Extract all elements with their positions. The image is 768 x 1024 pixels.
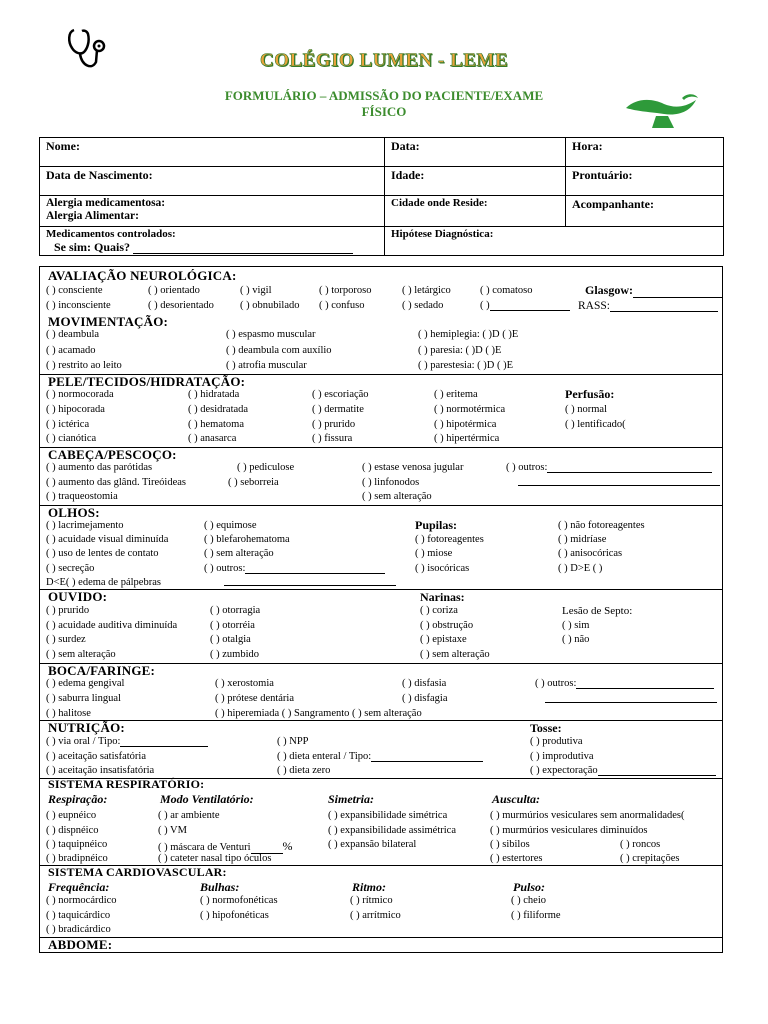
- exam-form: [39, 266, 723, 953]
- pele-option[interactable]: ( ) prurido: [312, 419, 356, 430]
- narinas-option[interactable]: ( ) sem alteração: [420, 649, 490, 660]
- resp-option[interactable]: ( ) taquipnéico: [46, 839, 108, 850]
- tosse-option[interactable]: ( ) produtiva: [530, 736, 583, 747]
- expectoracao-field[interactable]: ( ) expectoração: [530, 765, 716, 776]
- ouvido-option[interactable]: ( ) acuidade auditiva diminuída: [46, 620, 178, 631]
- ausculta-label: Ausculta:: [492, 792, 541, 806]
- cabeca-option[interactable]: ( ) seborreia: [228, 477, 279, 488]
- cabeca-option[interactable]: ( ) linfonodos: [362, 477, 420, 488]
- nutricao-option[interactable]: ( ) aceitação insatisfatória: [46, 765, 155, 776]
- lamp-logo-icon: [622, 90, 702, 132]
- mov-option[interactable]: ( ) deambula: [46, 329, 100, 340]
- cardio-option[interactable]: ( ) taquicárdico: [46, 910, 111, 921]
- section-boca: BOCA/FARINGE:: [48, 663, 156, 678]
- cabeca-option[interactable]: ( ) aumento das glând. Tireóideas: [46, 477, 186, 488]
- olhos-option[interactable]: ( ) equimose: [204, 520, 257, 531]
- narinas-option[interactable]: ( ) epistaxe: [420, 634, 467, 645]
- nutricao-enteral-field[interactable]: ( ) dieta enteral / Tipo:: [277, 751, 483, 762]
- ouvido-option[interactable]: ( ) surdez: [46, 634, 86, 645]
- mov-option[interactable]: ( ) hemiplegia: ( )D ( )E: [418, 329, 519, 340]
- neuro-option[interactable]: ( ) vigil: [240, 285, 272, 296]
- boca-option[interactable]: ( ) xerostomia: [215, 678, 274, 689]
- resp-option[interactable]: ( ) bradipnéico: [46, 853, 108, 864]
- pele-option[interactable]: ( ) hidratada: [188, 389, 240, 400]
- section-cabeca: CABEÇA/PESCOÇO:: [48, 447, 177, 462]
- frequencia-label: Frequência:: [48, 880, 110, 894]
- pupilas-option[interactable]: ( ) D>E ( ): [558, 563, 603, 574]
- ouvido-option[interactable]: ( ) otalgia: [210, 634, 251, 645]
- bulhas-label: Bulhas:: [200, 880, 240, 894]
- tosse-label: Tosse:: [530, 721, 562, 735]
- ouvido-option[interactable]: ( ) sem alteração: [46, 649, 116, 660]
- section-ouvido: OUVIDO:: [48, 589, 108, 604]
- pele-option[interactable]: ( ) anasarca: [188, 433, 237, 444]
- neuro-option[interactable]: ( ) desorientado: [148, 300, 214, 311]
- boca-option[interactable]: ( ) hiperemiada ( ) Sangramento ( ) sem alteração: [215, 708, 422, 719]
- nutricao-via-oral-field[interactable]: ( ) via oral / Tipo:: [46, 736, 208, 747]
- olhos-outros-line[interactable]: [224, 575, 396, 586]
- ausculta-option[interactable]: ( ) crepitações: [620, 853, 680, 864]
- respiracao-label: Respiração:: [48, 792, 108, 806]
- pupilas-option[interactable]: ( ) miose: [415, 548, 453, 559]
- pulso-label: Pulso:: [513, 880, 546, 894]
- pele-option[interactable]: ( ) normocorada: [46, 389, 114, 400]
- olhos-option[interactable]: ( ) lacrimejamento: [46, 520, 124, 531]
- neuro-option[interactable]: ( ) torporoso: [319, 285, 372, 296]
- ouvido-option[interactable]: ( ) prurido: [46, 605, 90, 616]
- olhos-option[interactable]: ( ) uso de lentes de contato: [46, 548, 159, 559]
- modo-option[interactable]: ( ) cateter nasal tipo óculos: [158, 853, 272, 864]
- cabeca-option[interactable]: ( ) traqueostomia: [46, 491, 118, 502]
- cardio-option[interactable]: ( ) normocárdico: [46, 895, 117, 906]
- septo-label: Lesão de Septo:: [562, 605, 633, 617]
- boca-option[interactable]: ( ) disfagia: [402, 693, 448, 704]
- nutricao-option[interactable]: ( ) dieta zero: [277, 765, 331, 776]
- simetria-option[interactable]: ( ) expansibilidade simétrica: [328, 810, 448, 821]
- nutricao-option[interactable]: ( ) NPP: [277, 736, 309, 747]
- olhos-option[interactable]: ( ) blefarohematoma: [204, 534, 290, 545]
- pulso-option[interactable]: ( ) filiforme: [511, 910, 561, 921]
- olhos-option[interactable]: ( ) acuidade visual diminuída: [46, 534, 169, 545]
- bulhas-option[interactable]: ( ) normofonéticas: [200, 895, 278, 906]
- modo-ventilatorio-label: Modo Ventilatório:: [160, 792, 254, 806]
- boca-option[interactable]: ( ) halitose: [46, 708, 91, 719]
- pele-option[interactable]: ( ) hematoma: [188, 419, 244, 430]
- boca-outros-field[interactable]: ( ) outros:: [535, 678, 714, 689]
- pupilas-option[interactable]: ( ) não fotoreagentes: [558, 520, 645, 531]
- simetria-option[interactable]: ( ) expansão bilateral: [328, 839, 417, 850]
- boca-outros-line[interactable]: [545, 692, 717, 703]
- resp-option[interactable]: ( ) eupnéico: [46, 810, 97, 821]
- mov-option[interactable]: ( ) restrito ao leito: [46, 360, 122, 371]
- boca-option[interactable]: ( ) saburra lingual: [46, 693, 121, 704]
- cabeca-option[interactable]: ( ) sem alteração: [362, 491, 432, 502]
- section-respiratorio: SISTEMA RESPIRATÓRIO:: [48, 777, 205, 791]
- ouvido-option[interactable]: ( ) otorragia: [210, 605, 261, 616]
- pupilas-option[interactable]: ( ) fotoreagentes: [415, 534, 484, 545]
- neuro-option[interactable]: ( ) consciente: [46, 285, 103, 296]
- medication-field[interactable]: Medicamentos controlados: Se sim: Quais?: [40, 227, 385, 256]
- neuro-option[interactable]: ( ) inconsciente: [46, 300, 111, 311]
- ritmo-option[interactable]: ( ) arrítmico: [350, 910, 401, 921]
- neuro-other-option[interactable]: ( ): [480, 300, 570, 311]
- mov-option[interactable]: ( ) parestesia: ( )D ( )E: [418, 360, 514, 371]
- narinas-option[interactable]: ( ) obstrução: [420, 620, 474, 631]
- perfusao-label: Perfusão:: [565, 387, 615, 401]
- pele-option[interactable]: ( ) dermatite: [312, 404, 364, 415]
- neuro-option[interactable]: ( ) sedado: [402, 300, 444, 311]
- record-number-field[interactable]: Prontuário:: [566, 167, 724, 196]
- pupilas-option[interactable]: ( ) midríase: [558, 534, 607, 545]
- section-nutricao: NUTRIÇÃO:: [48, 720, 125, 735]
- cabeca-outros-line[interactable]: [518, 475, 720, 486]
- school-name: COLÉGIO LUMEN - LEME: [259, 50, 509, 71]
- name-field[interactable]: Nome:: [40, 138, 385, 167]
- pele-option[interactable]: ( ) hipotérmica: [434, 419, 497, 430]
- neuro-option[interactable]: ( ) letárgico: [402, 285, 451, 296]
- pele-option[interactable]: ( ) hipertérmica: [434, 433, 500, 444]
- resp-option[interactable]: ( ) dispnéico: [46, 825, 99, 836]
- simetria-option[interactable]: ( ) expansibilidade assimétrica: [328, 825, 456, 836]
- rass-field[interactable]: RASS:: [578, 300, 718, 312]
- pele-option[interactable]: ( ) fissura: [312, 433, 353, 444]
- allergy-field[interactable]: Alergia medicamentosa: Alergia Alimentar:: [40, 196, 385, 227]
- section-olhos: OLHOS:: [48, 505, 100, 520]
- date-field[interactable]: Data:: [385, 138, 566, 167]
- birthdate-field[interactable]: Data de Nascimento:: [40, 167, 385, 196]
- mov-option[interactable]: ( ) acamado: [46, 345, 96, 356]
- ouvido-option[interactable]: ( ) zumbido: [210, 649, 259, 660]
- neuro-option[interactable]: ( ) confuso: [319, 300, 365, 311]
- cabeca-outros-field[interactable]: ( ) outros:: [506, 462, 712, 473]
- bulhas-option[interactable]: ( ) hipofonéticas: [200, 910, 269, 921]
- simetria-label: Simetria:: [328, 792, 375, 806]
- olhos-option[interactable]: ( ) sem alteração: [204, 548, 274, 559]
- mov-option[interactable]: ( ) atrofia muscular: [226, 360, 307, 371]
- olhos-option[interactable]: ( ) secreção: [46, 563, 95, 574]
- boca-option[interactable]: ( ) disfasia: [402, 678, 447, 689]
- pele-option[interactable]: ( ) cianótica: [46, 433, 97, 444]
- section-movimentacao: MOVIMENTAÇÃO:: [48, 314, 169, 329]
- venturi-field[interactable]: ( ) máscara de Venturi %: [158, 839, 293, 853]
- city-field[interactable]: Cidade onde Reside:: [385, 196, 566, 227]
- section-cardio: SISTEMA CARDIOVASCULAR:: [48, 865, 227, 879]
- neuro-option[interactable]: ( ) obnubilado: [240, 300, 300, 311]
- mov-option[interactable]: ( ) paresia: ( )D ( )E: [418, 345, 502, 356]
- patient-info-table: [39, 137, 724, 256]
- septo-option[interactable]: ( ) sim: [562, 620, 590, 631]
- narinas-option[interactable]: ( ) coriza: [420, 605, 458, 616]
- pele-option[interactable]: ( ) ictérica: [46, 419, 90, 430]
- diagnosis-field[interactable]: Hipótese Diagnóstica:: [385, 227, 724, 256]
- cabeca-option[interactable]: ( ) pediculose: [237, 462, 295, 473]
- pele-option[interactable]: ( ) desidratada: [188, 404, 249, 415]
- ritmo-label: Ritmo:: [352, 880, 387, 894]
- cabeca-option[interactable]: ( ) estase venosa jugular: [362, 462, 464, 473]
- pele-option[interactable]: ( ) eritema: [434, 389, 478, 400]
- cabeca-option[interactable]: ( ) aumento das parótidas: [46, 462, 153, 473]
- time-field[interactable]: Hora:: [566, 138, 724, 167]
- age-field[interactable]: Idade:: [385, 167, 566, 196]
- modo-option[interactable]: ( ) ar ambiente: [158, 810, 220, 821]
- form-title-line1: FORMULÁRIO – ADMISSÃO DO PACIENTE/EXAME: [224, 88, 544, 103]
- ausculta-option[interactable]: ( ) sibilos: [490, 839, 530, 850]
- form-title-line2: FÍSICO: [361, 104, 407, 119]
- companion-field[interactable]: Acompanhante:: [566, 196, 724, 227]
- olhos-option[interactable]: D<E( ) edema de pálpebras: [46, 577, 161, 588]
- pupilas-option[interactable]: ( ) anisocóricas: [558, 548, 623, 559]
- section-neuro: AVALIAÇÃO NEUROLÓGICA:: [48, 268, 237, 283]
- glasgow-field[interactable]: Glasgow:: [585, 283, 723, 298]
- ausculta-option[interactable]: ( ) estertores: [490, 853, 543, 864]
- neuro-option[interactable]: ( ) orientado: [148, 285, 200, 296]
- mov-option[interactable]: ( ) espasmo muscular: [226, 329, 316, 340]
- septo-option[interactable]: ( ) não: [562, 634, 590, 645]
- ausculta-option[interactable]: ( ) murmúrios vesiculares sem anormalidades(: [490, 810, 685, 821]
- boca-option[interactable]: ( ) edema gengival: [46, 678, 125, 689]
- pele-option[interactable]: ( ) escoriação: [312, 389, 369, 400]
- nutricao-option[interactable]: ( ) aceitação satisfatória: [46, 751, 146, 762]
- mov-option[interactable]: ( ) deambula com auxílio: [226, 345, 332, 356]
- ritmo-option[interactable]: ( ) rítmico: [350, 895, 393, 906]
- ouvido-option[interactable]: ( ) otorréia: [210, 620, 255, 631]
- section-pele: PELE/TECIDOS/HIDRATAÇÃO:: [48, 374, 246, 389]
- modo-option[interactable]: ( ) VM: [158, 825, 187, 836]
- boca-option[interactable]: ( ) prótese dentária: [215, 693, 295, 704]
- pele-option[interactable]: ( ) hipocorada: [46, 404, 105, 415]
- tosse-option[interactable]: ( ) improdutiva: [530, 751, 594, 762]
- pupilas-option[interactable]: ( ) isocóricas: [415, 563, 470, 574]
- ausculta-option[interactable]: ( ) murmúrios vesiculares diminuídos: [490, 825, 648, 836]
- neuro-option[interactable]: ( ) comatoso: [480, 285, 533, 296]
- perfusao-option[interactable]: ( ) lentificado(: [565, 419, 626, 430]
- perfusao-option[interactable]: ( ) normal: [565, 404, 607, 415]
- pulso-option[interactable]: ( ) cheio: [511, 895, 546, 906]
- ausculta-option[interactable]: ( ) roncos: [620, 839, 661, 850]
- section-abdome: ABDOME:: [48, 937, 113, 952]
- pele-option[interactable]: ( ) normotérmica: [434, 404, 506, 415]
- narinas-label: Narinas:: [420, 590, 465, 604]
- pupilas-label: Pupilas:: [415, 518, 458, 532]
- olhos-outros-field[interactable]: ( ) outros:: [204, 563, 385, 574]
- cardio-option[interactable]: ( ) bradicárdico: [46, 924, 111, 935]
